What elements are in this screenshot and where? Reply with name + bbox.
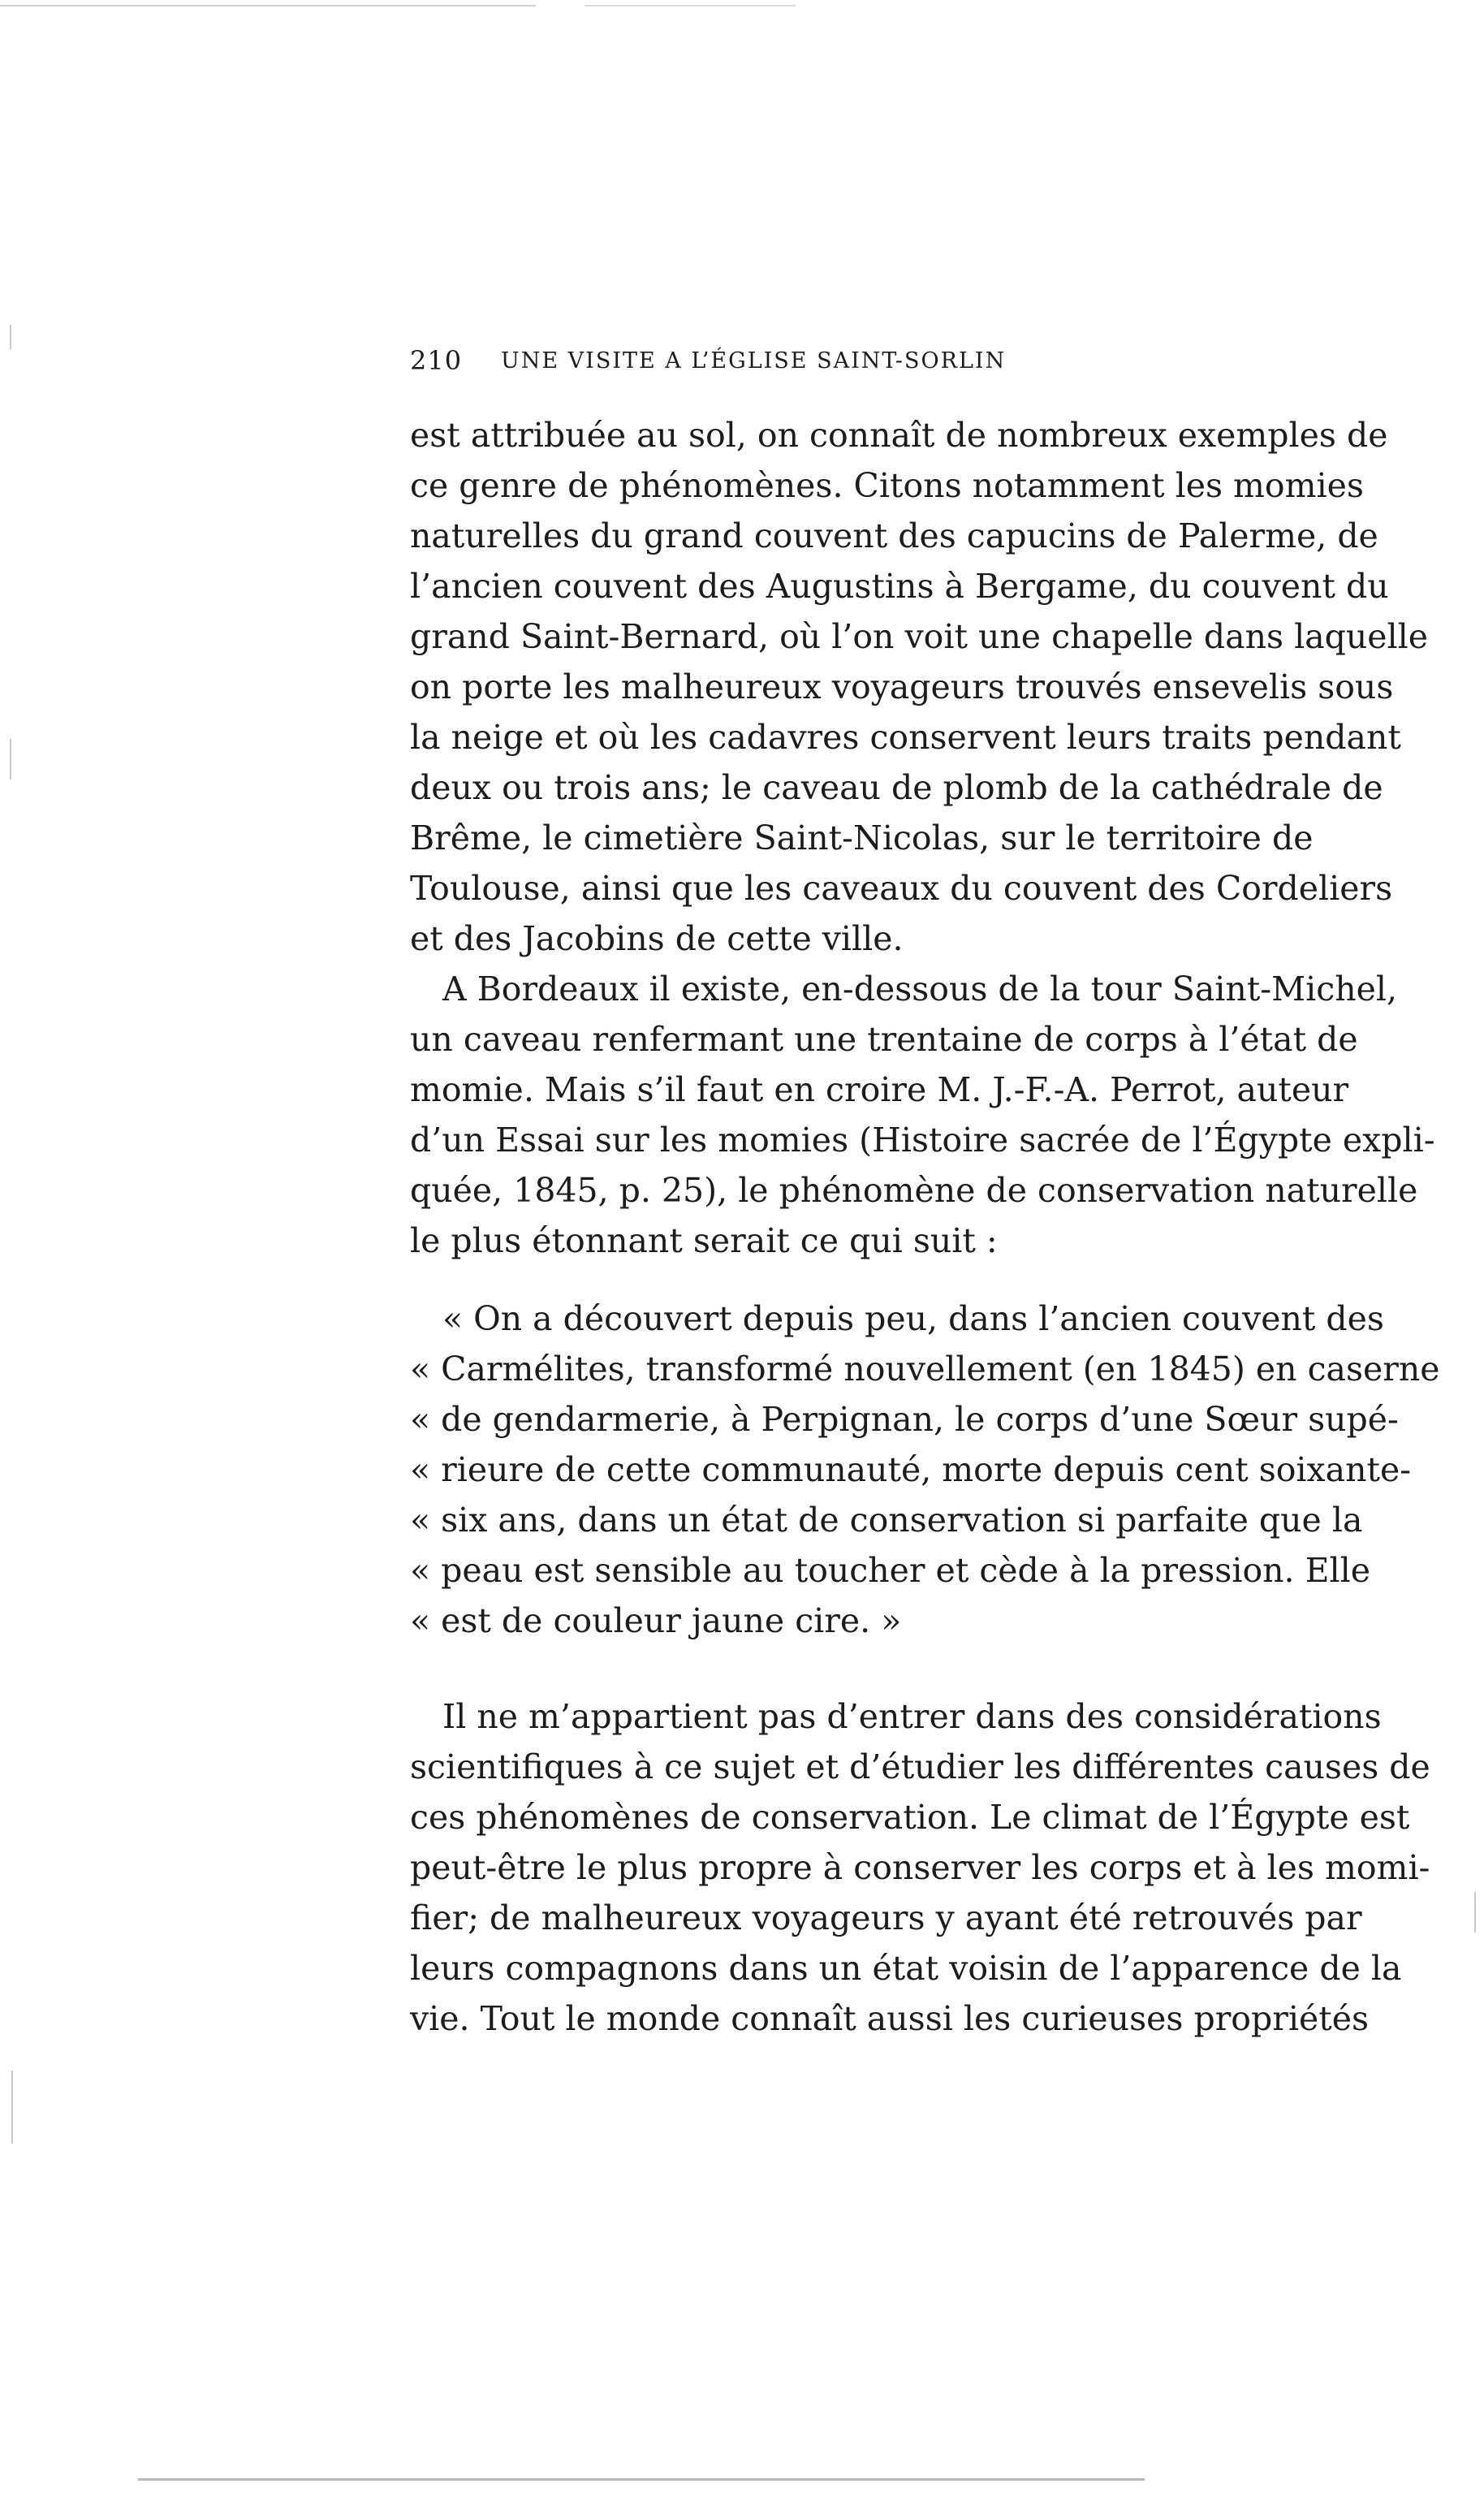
text-line: le plus étonnant serait ce qui suit : — [410, 1221, 998, 1260]
text-line: naturelles du grand couvent des capucins de Palerme, de — [410, 516, 1378, 555]
text-line: Il ne m’appartient pas d’entrer dans des considérations — [442, 1697, 1382, 1736]
text-line: momie. Mais s’il faut en croire M. J.-F.-A. Perrot, auteur — [410, 1070, 1349, 1109]
margin-mark — [10, 325, 11, 349]
margin-mark — [11, 2071, 13, 2144]
top-edge-rule — [0, 5, 536, 6]
running-title: UNE VISITE A L’ÉGLISE SAINT-SORLIN — [501, 348, 1007, 374]
spacer — [410, 1646, 1275, 1691]
text-line: Toulouse, ainsi que les caveaux du couvent des Cordeliers — [410, 869, 1393, 908]
text-line: quée, 1845, p. 25), le phénomène de conservation naturelle — [410, 1171, 1418, 1210]
text-line: fier; de malheureux voyageurs y ayant été retrouvés par — [410, 1898, 1362, 1937]
page-number: 210 — [410, 345, 463, 376]
text-line: Brême, le cimetière Saint-Nicolas, sur le territoire de — [410, 818, 1314, 857]
text-line: on porte les malheureux voyageurs trouvés ensevelis sous — [410, 667, 1394, 706]
text-line: l’ancien couvent des Augustins à Bergame, du couvent du — [410, 567, 1389, 606]
text-line: leurs compagnons dans un état voisin de l’apparence de la — [410, 1949, 1402, 1988]
text-line: d’un Essai sur les momies (Histoire sacrée de l’Égypte expli- — [410, 1121, 1435, 1160]
text-line: A Bordeaux il existe, en-dessous de la tour Saint-Michel, — [442, 970, 1398, 1008]
quote-line: « rieure de cette communauté, morte depuis cent soixante- — [410, 1450, 1412, 1489]
text-line: ce genre de phénomènes. Citons notamment les momies — [410, 466, 1364, 505]
spacer — [410, 1266, 1275, 1294]
quote-line: « peau est sensible au toucher et cède à la pression. Elle — [410, 1551, 1371, 1590]
running-head — [410, 345, 1104, 386]
quote-line: « est de couleur jaune cire. » — [410, 1601, 902, 1640]
text-line: et des Jacobins de cette ville. — [410, 919, 904, 958]
top-edge-rule-2 — [585, 5, 796, 6]
text-line: ces phénomènes de conservation. Le climat de l’Égypte est — [410, 1798, 1410, 1837]
margin-mark — [1474, 1892, 1476, 1933]
body-text — [410, 410, 1440, 2044]
text-line: est attribuée au sol, on connaît de nombreux exemples de — [410, 416, 1388, 455]
quote-line: « six ans, dans un état de conservation si parfaite que la — [410, 1501, 1363, 1540]
text-line: grand Saint-Bernard, où l’on voit une chapelle dans laquelle — [410, 617, 1429, 656]
bottom-edge-rule — [138, 2478, 1145, 2481]
text-line: vie. Tout le monde connaît aussi les curieuses propriétés — [410, 1999, 1369, 2038]
quote-line: « On a découvert depuis peu, dans l’ancien couvent des — [442, 1299, 1384, 1338]
text-line: un caveau renfermant une trentaine de corps à l’état de — [410, 1020, 1358, 1059]
text-line: deux ou trois ans; le caveau de plomb de la cathédrale de — [410, 768, 1383, 807]
text-line: scientifiques à ce sujet et d’étudier les différentes causes de — [410, 1747, 1430, 1786]
text-line: peut-être le plus propre à conserver les corps et à les momi- — [410, 1848, 1430, 1887]
text-line: la neige et où les cadavres conservent leurs traits pendant — [410, 718, 1401, 757]
quote-line: « Carmélites, transformé nouvellement (en 1845) en caserne — [410, 1350, 1440, 1389]
margin-mark — [10, 739, 11, 780]
quote-line: « de gendarmerie, à Perpignan, le corps d’une Sœur supé- — [410, 1400, 1399, 1439]
